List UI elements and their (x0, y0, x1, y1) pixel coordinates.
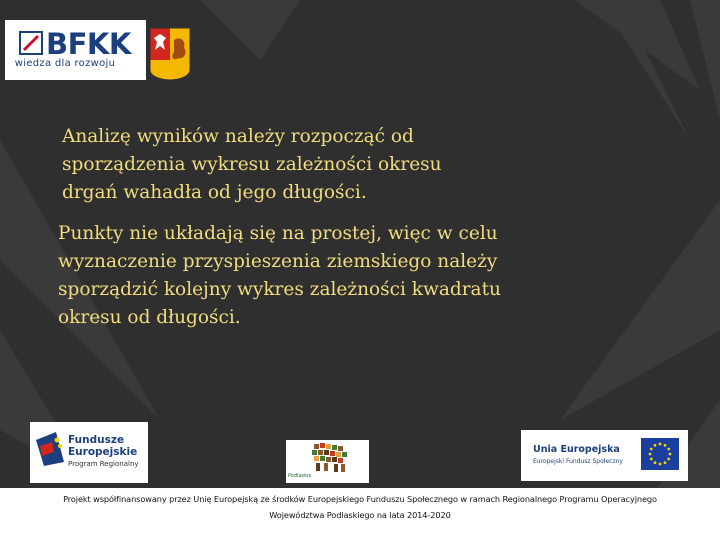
arrow-box-icon (19, 31, 43, 55)
bfkk-logo (5, 20, 146, 80)
eu-line1: Unia Europejska (533, 444, 620, 455)
funds-line1: Fundusze (68, 434, 125, 446)
funds-line3: Program Regionalny (68, 460, 139, 468)
paragraph-period-squared: Punkty nie układają się na prostej, więc w celu wyznaczenie przyspieszenia ziemskiego należy sporządzić kolejny wykres zależności kwadratu okresu od długości. (58, 223, 501, 328)
podlaskie-logo (286, 440, 369, 483)
footer-line2: Województwa Podlaskiego na lata 2014-2020 (269, 510, 451, 520)
podlaskie-crest-icon (148, 26, 192, 82)
eu-flag-icon (641, 438, 679, 470)
fundusze-europejskie-logo (30, 422, 148, 483)
footer-line1: Projekt współfinansowany przez Unię Europejską ze środków Europejskiego Funduszu Społecznego w ramach Regionalnego Programu Operacyjnego (63, 494, 657, 504)
bfkk-tagline: wiedza dla rozwoju (14, 58, 116, 69)
paragraph-analysis: Analizę wyników należy rozpocząć od sporządzenia wykresu zależności okresu drgań wahadła od jego długości. (62, 126, 442, 203)
podlaskie-label: Podlaskie (288, 473, 312, 479)
eu-line2: Europejski Fundusz Społeczny (533, 458, 623, 465)
footer (0, 488, 720, 540)
unia-europejska-logo (521, 430, 688, 481)
funds-line2: Europejskie (68, 446, 138, 458)
bfkk-name: BFKK (46, 27, 131, 61)
eu-funds-flag-icon (36, 432, 64, 466)
